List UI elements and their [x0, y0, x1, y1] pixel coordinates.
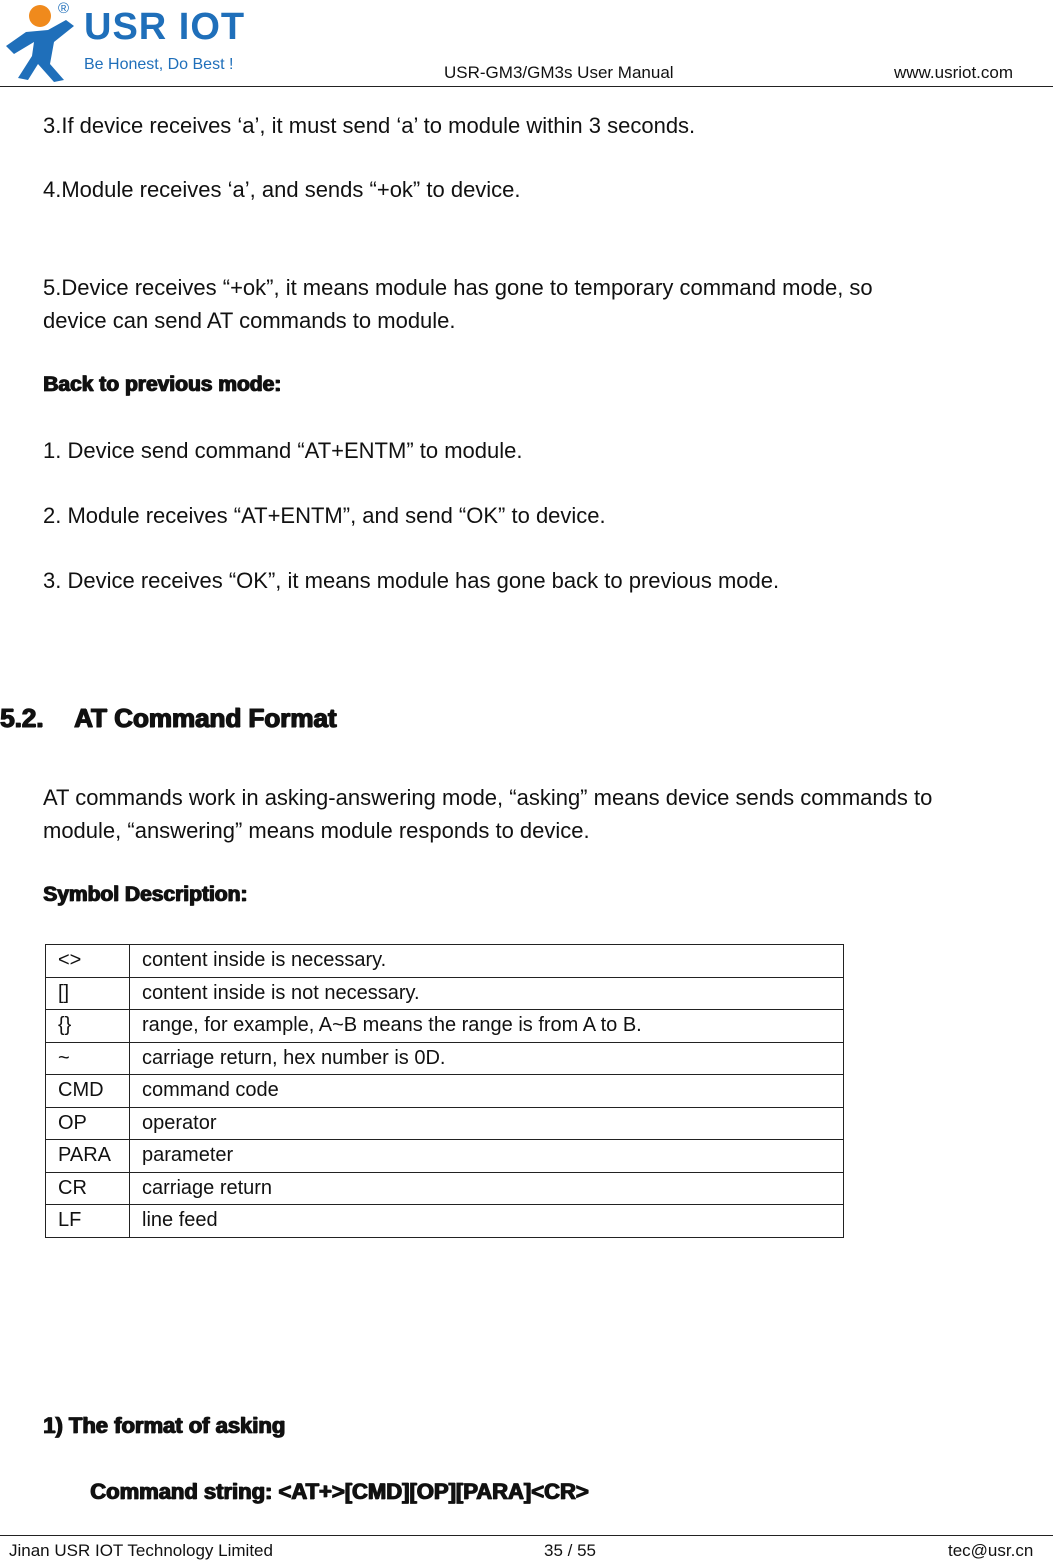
table-row: [46, 1075, 844, 1108]
step-5-line-1: 5.Device receives “+ok”, it means module has gone to temporary command mode, so: [43, 275, 873, 300]
manual-title: USR-GM3/GM3s User Manual: [444, 63, 674, 82]
footer-email: tec@usr.cn: [948, 1541, 1034, 1560]
symbol-cell: LF: [46, 1205, 130, 1238]
step-4-text: 4.Module receives ‘a’, and sends “+ok” to device.: [43, 177, 521, 202]
table-row: [46, 1010, 844, 1043]
back-step-2: 2. Module receives “AT+ENTM”, and send “OK” to device.: [43, 503, 606, 528]
description-cell: range, for example, A~B means the range is from A to B.: [130, 1010, 844, 1043]
table-row: [46, 1205, 844, 1238]
registered-mark: ®: [58, 0, 70, 17]
asking-format-heading: 1) The format of asking: [43, 1413, 286, 1438]
symbol-cell: []: [46, 977, 130, 1010]
table-row: [46, 945, 844, 978]
back-to-previous-heading: Back to previous mode:: [43, 373, 282, 396]
description-cell: carriage return, hex number is 0D.: [130, 1042, 844, 1075]
table-row: [46, 1140, 844, 1173]
logo-person-icon: [4, 2, 84, 84]
symbol-cell: {}: [46, 1010, 130, 1043]
footer-divider: [0, 1535, 1053, 1536]
symbol-cell: CR: [46, 1172, 130, 1205]
description-cell: content inside is necessary.: [130, 945, 844, 978]
description-cell: content inside is not necessary.: [130, 977, 844, 1010]
description-cell: carriage return: [130, 1172, 844, 1205]
header-divider: [0, 86, 1053, 87]
back-step-3: 3. Device receives “OK”, it means module has gone back to previous mode.: [43, 568, 780, 593]
section-title: AT Command Format: [74, 703, 337, 733]
description-cell: parameter: [130, 1140, 844, 1173]
intro-line-1: AT commands work in asking-answering mode, “asking” means device sends commands to: [43, 785, 933, 810]
section-number: 5.2.: [0, 703, 44, 733]
back-step-1: 1. Device send command “AT+ENTM” to module.: [43, 438, 523, 463]
step-3-text: 3.If device receives ‘a’, it must send ‘a’ to module within 3 seconds.: [43, 113, 696, 138]
website-url: www.usriot.com: [894, 63, 1014, 82]
symbol-table: [45, 944, 844, 1238]
symbol-cell: PARA: [46, 1140, 130, 1173]
command-string-line: Command string: <AT+>[CMD][OP][PARA]<CR>: [90, 1479, 589, 1504]
intro-line-2: module, “answering” means module responds to device.: [43, 818, 590, 843]
section-heading: [0, 703, 336, 734]
description-cell: line feed: [130, 1205, 844, 1238]
symbol-cell: OP: [46, 1107, 130, 1140]
footer-company: Jinan USR IOT Technology Limited: [9, 1541, 273, 1560]
logo-brand-text: USR IOT: [84, 6, 246, 48]
step-5-line-2: device can send AT commands to module.: [43, 308, 456, 333]
table-row: [46, 1107, 844, 1140]
table-row: [46, 1172, 844, 1205]
table-row: [46, 977, 844, 1010]
symbol-cell: <>: [46, 945, 130, 978]
page-number: 35 / 55: [544, 1541, 596, 1560]
symbol-description-heading: Symbol Description:: [43, 883, 248, 906]
description-cell: operator: [130, 1107, 844, 1140]
logo-slogan: Be Honest, Do Best !: [84, 56, 234, 73]
description-cell: command code: [130, 1075, 844, 1108]
symbol-cell: CMD: [46, 1075, 130, 1108]
symbol-cell: ~: [46, 1042, 130, 1075]
table-row: [46, 1042, 844, 1075]
